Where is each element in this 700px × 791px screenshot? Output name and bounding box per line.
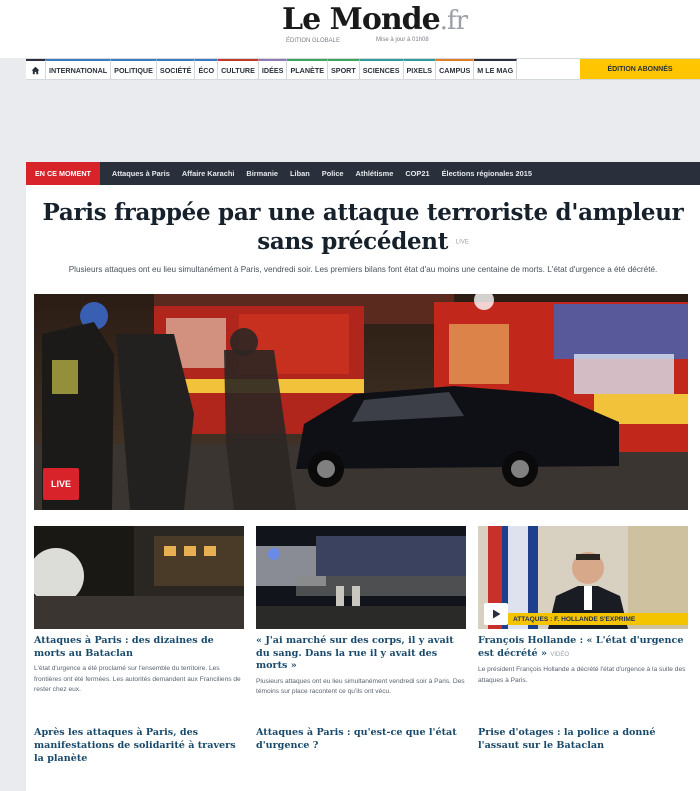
video-card[interactable] [478, 526, 688, 686]
edition-label[interactable]: ÉDITION GLOBALE [286, 38, 341, 44]
more-article-link[interactable]: Après les attaques à Paris, des manifestations de solidarité à travers la planète [34, 727, 236, 764]
nav-item-eco[interactable]: ÉCO [195, 59, 218, 79]
nav-item-politique[interactable]: POLITIQUE [111, 59, 157, 79]
nav-home[interactable] [26, 59, 46, 79]
article-title[interactable]: Attaques à Paris : des dizaines de morts au Bataclan [34, 635, 214, 659]
article-title[interactable]: « J'ai marché sur des corps, il y avait du sang. Dans la rue il y avait des morts » [256, 635, 454, 671]
article-thumbnail[interactable] [34, 526, 244, 629]
subscriber-edition-button[interactable]: ÉDITION ABONNÉS [580, 59, 700, 79]
trending-link[interactable]: COP21 [405, 169, 430, 178]
trending-link[interactable]: Birmanie [246, 169, 279, 178]
nav-item-planete[interactable]: PLANÈTE [287, 59, 328, 79]
site-header [0, 0, 700, 58]
more-article-link[interactable]: Prise d'otages : la police a donné l'assaut sur le Bataclan [478, 727, 656, 751]
play-button[interactable] [484, 603, 508, 625]
main-lede: Plusieurs attaques ont eu lieu simultanément à Paris, vendredi soir. Les premiers bilans font état d'au moins une centaine de morts. L'état d'urgence a été décrété. [68, 265, 658, 274]
nav-item-campus[interactable]: CAMPUS [436, 59, 474, 79]
nav-item-idees[interactable]: IDÉES [259, 59, 288, 79]
nav-item-pixels[interactable]: PIXELS [404, 59, 437, 79]
hero-image[interactable] [34, 294, 688, 510]
article-title[interactable]: François Hollande : « L'état d'urgence est décrété » VIDÉO [478, 635, 684, 659]
nav-item-m-le-mag[interactable]: M LE MAG [474, 59, 517, 79]
trending-link[interactable]: Liban [290, 169, 310, 178]
article-card[interactable] [34, 526, 244, 696]
trending-link[interactable]: Élections régionales 2015 [441, 169, 532, 178]
trending-link[interactable]: Affaire Karachi [181, 169, 235, 178]
article-summary: Plusieurs attaques ont eu lieu simultanément vendredi soir à Paris. Des témoins sur place racontent ce qu'ils ont vécu. [256, 677, 465, 695]
site-logo[interactable]: Le Monde.fr [282, 2, 468, 37]
video-thumbnail[interactable] [478, 526, 688, 629]
more-article-link[interactable]: Attaques à Paris : qu'est-ce que l'état d'urgence ? [256, 727, 457, 751]
trending-link[interactable]: Police [321, 169, 344, 178]
nav-item-sport[interactable]: SPORT [328, 59, 360, 79]
video-caption: ATTAQUES : F. HOLLANDE S'EXPRIME [508, 613, 688, 625]
trending-bar [26, 162, 700, 185]
nav-item-culture[interactable]: CULTURE [218, 59, 259, 79]
play-icon [490, 608, 502, 620]
article-card[interactable] [256, 526, 466, 698]
nav-item-international[interactable]: INTERNATIONAL [46, 59, 111, 79]
article-summary: Le président François Hollande a décrété l'état d'urgence à la suite des attaques à Paris. [478, 666, 686, 684]
article-summary: L'état d'urgence a été proclamé sur l'ensemble du territoire. Les frontières ont été fermées. Les autorités demandent aux Franciliens de rester chez eux. [34, 665, 241, 693]
nav-item-sciences[interactable]: SCIENCES [360, 59, 404, 79]
updated-time: Mise à jour à 01h08 [376, 37, 429, 43]
main-panel [26, 162, 700, 791]
article-thumbnail[interactable] [256, 526, 466, 629]
home-icon [31, 66, 40, 75]
nav-item-societe[interactable]: SOCIÉTÉ [157, 59, 196, 79]
main-headline[interactable]: Paris frappée par une attaque terroriste d'ampleur sans précédent LIVE [42, 199, 684, 255]
trending-link[interactable]: Attaques à Paris [111, 169, 170, 178]
live-badge[interactable]: LIVE [43, 468, 79, 500]
video-tag: VIDÉO [550, 651, 569, 658]
main-nav [26, 58, 700, 80]
trending-link[interactable]: Athlétisme [355, 169, 394, 178]
live-tag: LIVE [455, 239, 469, 246]
trending-label: EN CE MOMENT [26, 162, 100, 185]
